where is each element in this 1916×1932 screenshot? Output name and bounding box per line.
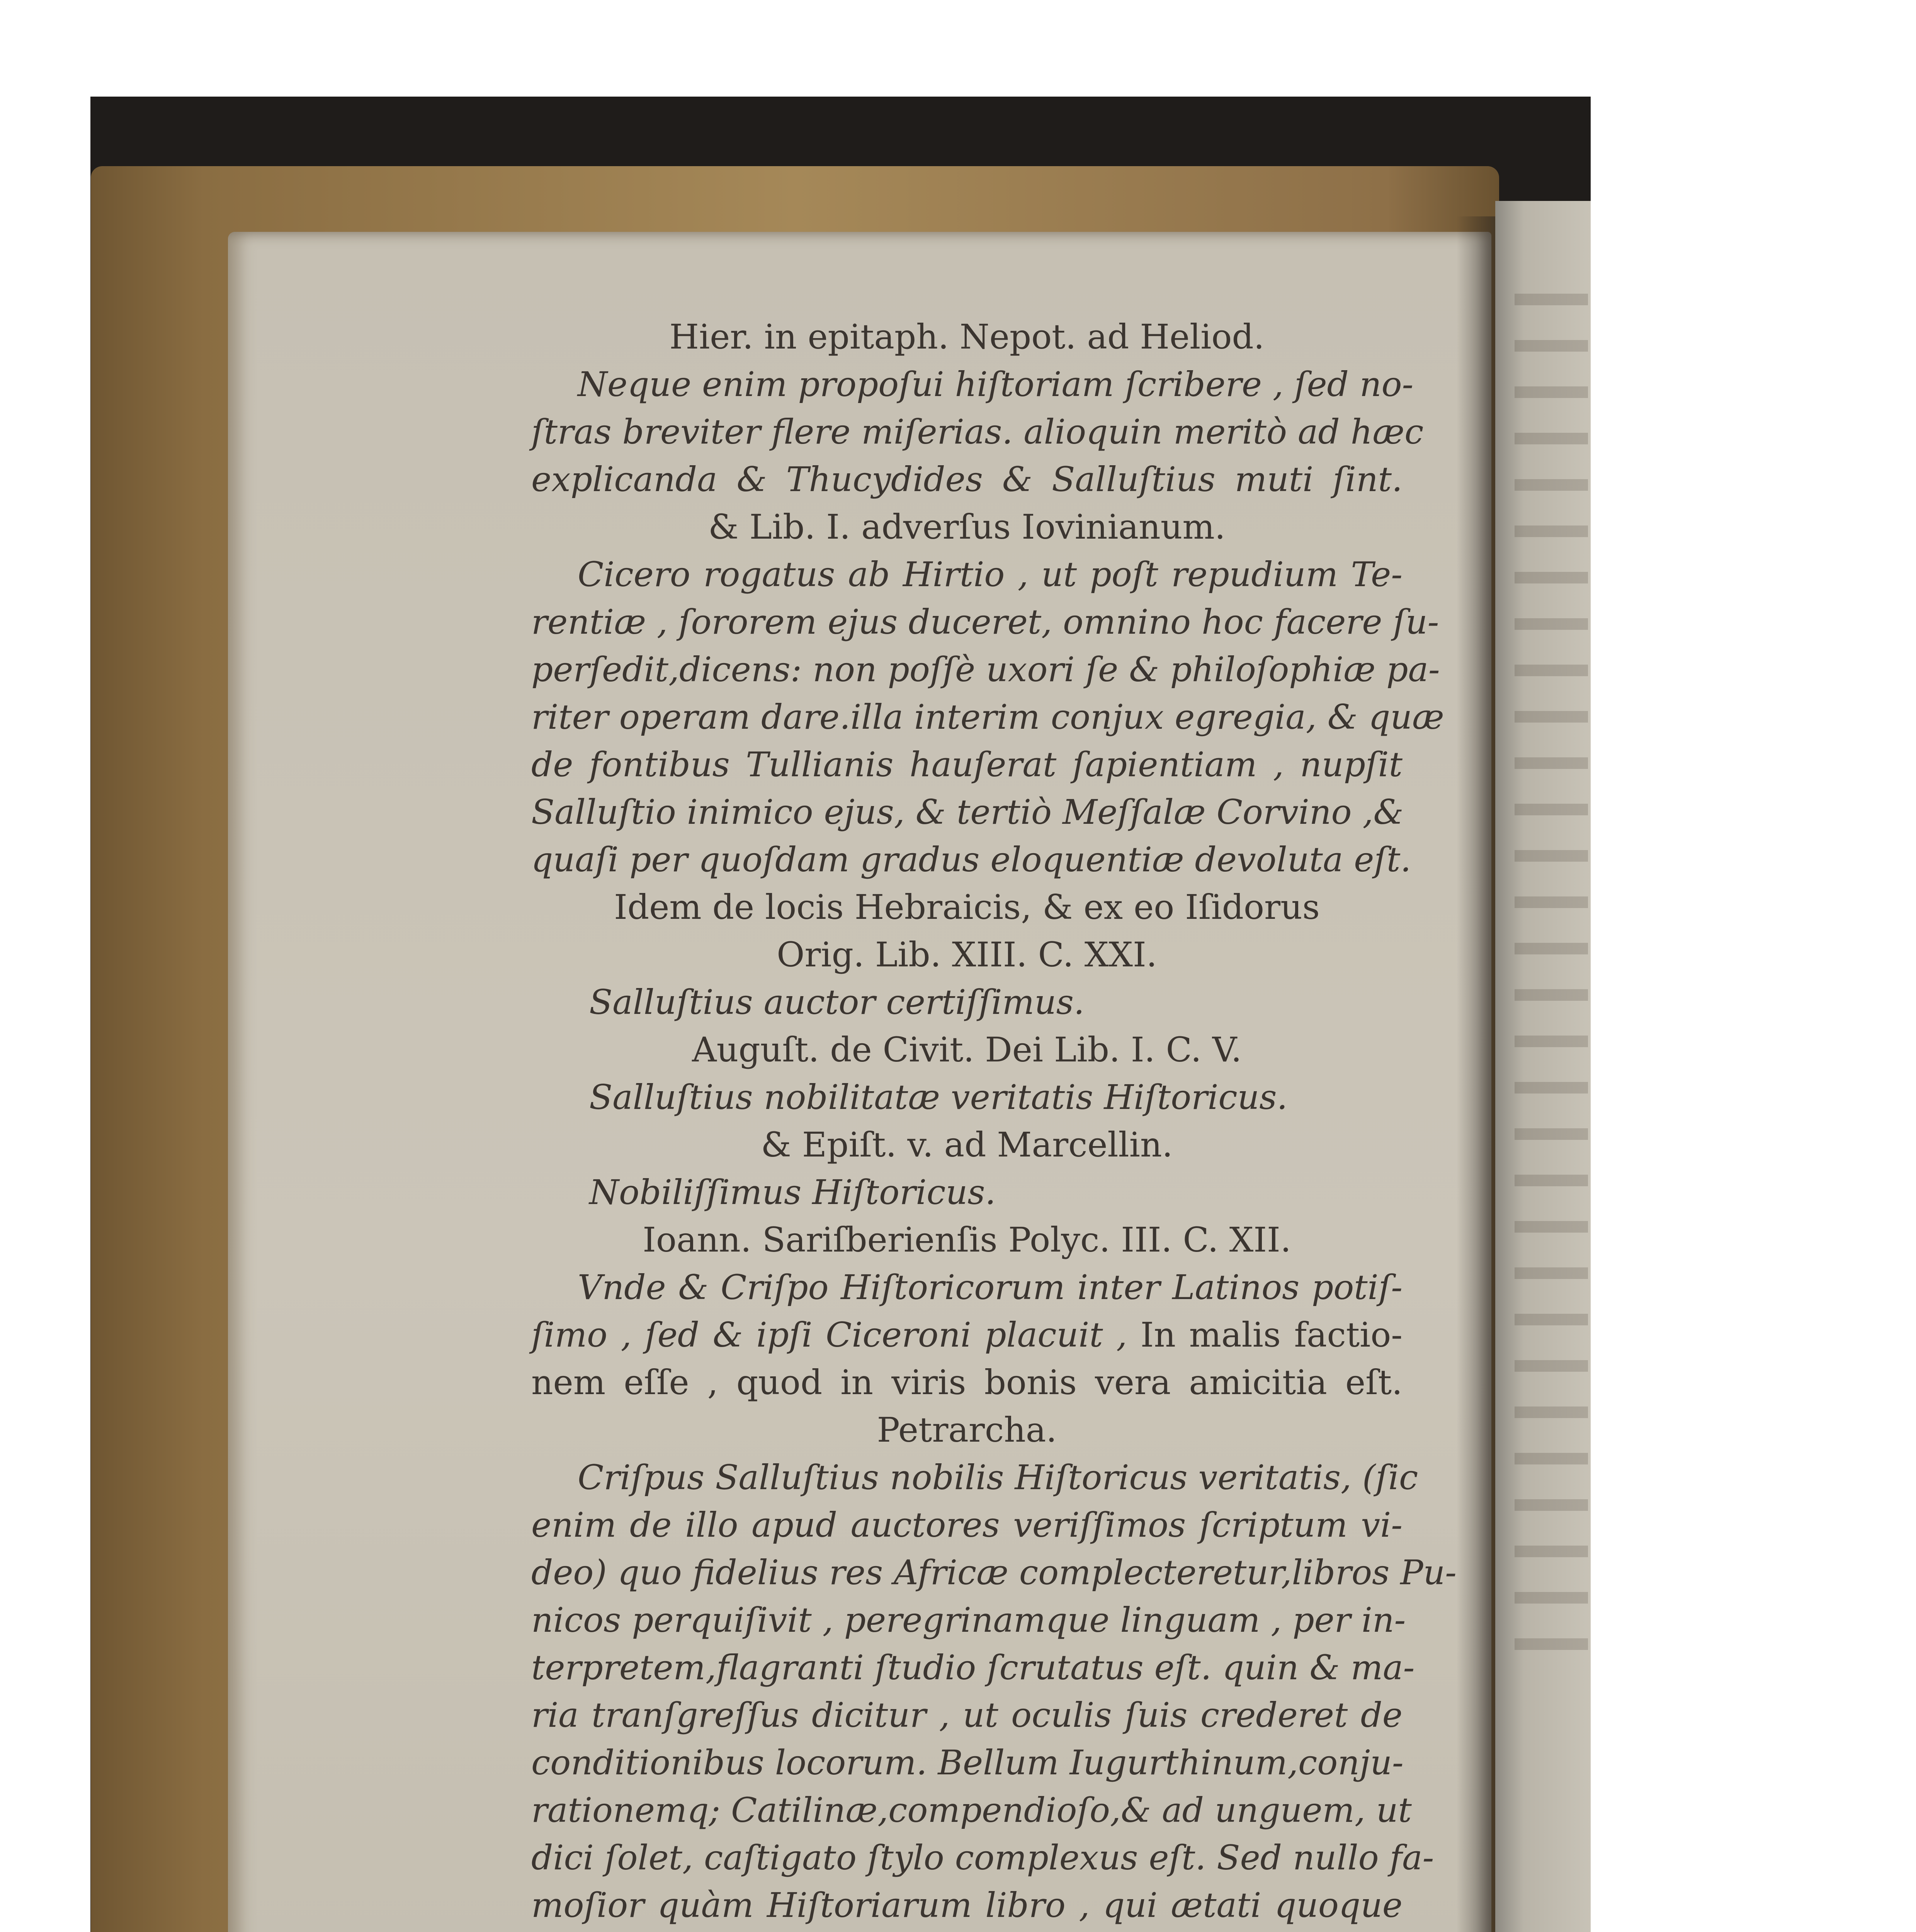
text-line: enim de illo apud auctores veriſſimos ſcriptum vi- [531, 1505, 1403, 1545]
text-line: rationemq; Catilinæ,compendioſo,& ad unguem, ut [531, 1790, 1412, 1830]
text-line: Salluſtius nobilitatæ veritatis Hiſtoricus. [589, 1077, 1288, 1117]
text-line: moſior quàm Hiſtoriarum libro , qui ætati quoque [531, 1885, 1403, 1925]
heading-hieronymus: Hier. in epitaph. Nepot. ad Heliod. [669, 317, 1265, 357]
text-line: Criſpus Salluſtius nobilis Hiſtoricus veritatis, (ſic [578, 1458, 1418, 1497]
text-line: ria tranſgreſſus dicitur , ut oculis ſuis crederet de [531, 1695, 1403, 1735]
text-line: rentiæ , ſororem ejus duceret, omnino hoc facere ſu- [531, 602, 1439, 642]
page-text [531, 313, 1457, 1932]
heading-iovinianum: & Lib. I. adverſus Iovinianum. [708, 507, 1226, 547]
text-line: nicos perquiſivit , peregrinamque linguam , per in- [531, 1600, 1406, 1640]
heading-epistola: & Epiſt. v. ad Marcellin. [761, 1125, 1173, 1165]
text-line: explicanda & Thucydides & Salluſtius muti ſint. [531, 459, 1403, 499]
text-line: deo) quo fidelius res Africæ complecteretur,libros Pu- [531, 1553, 1457, 1592]
heading-sarisberiensis: Ioann. Sariſberienſis Polyc. III. C. XII. [643, 1220, 1291, 1260]
text-line [531, 1929, 1403, 1932]
text-line: Neque enim propoſui hiſtoriam ſcribere , ſed no- [578, 364, 1414, 404]
text-line: Salluſtio inimico ejus, & tertiò Meſſalæ Corvino ,& [531, 792, 1404, 832]
text-line: ſtras breviter flere miſerias. alioquin meritò ad hæc [531, 412, 1424, 452]
text-line: terpretem,flagranti ſtudio ſcrutatus eſt. quin & ma- [531, 1648, 1415, 1687]
text-line: de fontibus Tullianis hauſerat ſapientiam , nupſit [531, 745, 1403, 784]
text-line: perſedit,dicens: non poſſè uxori ſe & philoſophiæ pa- [531, 650, 1440, 689]
text-line: Vnde & Criſpo Hiſtoricorum inter Latinos potiſ- [578, 1267, 1403, 1307]
text-line: riter operam dare.illa interim conjux egregia, & quæ [531, 697, 1444, 737]
heading-petrarcha: Petrarcha. [877, 1410, 1057, 1450]
heading-orig: Orig. Lib. XIII. C. XXI. [777, 935, 1157, 975]
heading-hebraicis: Idem de locis Hebraicis, & ex eo Iſidorus [614, 887, 1320, 927]
facing-page-text [1515, 294, 1588, 1685]
text-line: dici ſolet, caſtigato ſtylo complexus eſt. Sed nullo fa- [531, 1838, 1434, 1878]
text-line-mixed [531, 1311, 1403, 1359]
text-line: quaſi per quoſdam gradus eloquentiæ devoluta eſt. [531, 840, 1411, 879]
text-line: conditionibus locorum. Bellum Iugurthinum,conju- [531, 1743, 1404, 1782]
text-fragment-italic: ſimo , ſed & ipſi Ciceroni placuit , [531, 1315, 1127, 1355]
text-line: Nobiliſſimus Hiſtoricus. [589, 1172, 996, 1212]
text-fragment-roman: In malis factio- [1140, 1315, 1403, 1355]
page-gutter [1457, 216, 1495, 1932]
text-line: Salluſtius auctor certiſſimus. [589, 982, 1085, 1022]
heading-augustinus: Auguſt. de Civit. Dei Lib. I. C. V. [692, 1030, 1242, 1070]
text-line: nem eſſe , quod in viris bonis vera amicitia eſt. [531, 1362, 1403, 1402]
text-line: Cicero rogatus ab Hirtio , ut poſt repudium Te- [578, 554, 1403, 594]
